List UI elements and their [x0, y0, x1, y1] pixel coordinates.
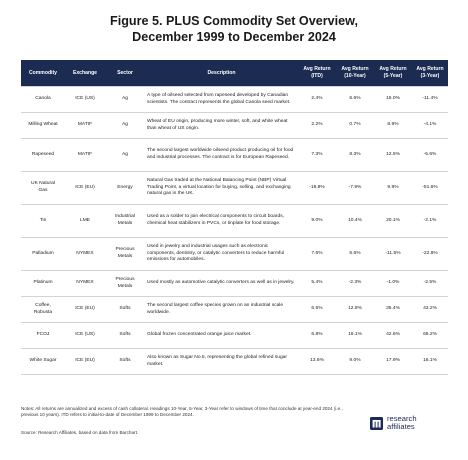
cell-description: Also known as Sugar No.5, representing the global refined sugar market.	[145, 349, 298, 375]
cell-avg-return-3y: -5.6%	[412, 139, 448, 172]
header-commodity: Commodity	[21, 60, 65, 87]
cell-exchange: ICE (EU)	[65, 349, 105, 375]
cell-commodity-line: Rapeseed	[31, 151, 55, 157]
header-avg-return-5y	[374, 60, 412, 87]
cell-avg-return-5y: 42.6%	[374, 323, 412, 349]
cell-sector-line: Ag	[122, 122, 128, 128]
cell-commodity	[21, 349, 65, 375]
cell-avg-return-3y: -2.5%	[412, 271, 448, 297]
table-body	[21, 87, 448, 375]
header-3y-line1: Avg Return	[416, 66, 444, 72]
cell-avg-return-itd: -18.8%	[298, 172, 336, 205]
cell-avg-return-3y: -2.1%	[412, 205, 448, 238]
cell-avg-return-3y: 16.1%	[412, 349, 448, 375]
logo-text-line2: affiliates	[387, 422, 415, 432]
cell-sector	[105, 238, 145, 271]
figure-title	[0, 13, 468, 45]
table-row	[21, 113, 448, 139]
cell-avg-return-10y: 8.3%	[336, 139, 374, 172]
cell-commodity	[21, 139, 65, 172]
header-itd-line2: (ITD)	[311, 73, 323, 79]
header-avg-return-10y	[336, 60, 374, 87]
cell-avg-return-itd: 13.6%	[298, 349, 336, 375]
cell-avg-return-10y: -2.3%	[336, 271, 374, 297]
cell-sector-line: Ag	[122, 151, 128, 157]
cell-avg-return-itd: 2.2%	[298, 113, 336, 139]
cell-commodity	[21, 172, 65, 205]
header-avg-return-3y	[412, 60, 448, 87]
cell-commodity-line: White Sugar	[29, 358, 57, 364]
cell-sector-line: Metals	[117, 283, 133, 289]
cell-exchange: ICE (EU)	[65, 297, 105, 323]
cell-description: Used in jewelry and industrial usages such as electronic components, dentistry, or catalytic converters to reduce harmful emissions for automobiles.	[145, 238, 298, 271]
cell-avg-return-5y: 35.4%	[374, 297, 412, 323]
cell-exchange: MATIF	[65, 139, 105, 172]
cell-avg-return-itd: 6.5%	[298, 297, 336, 323]
table-row	[21, 349, 448, 375]
cell-commodity-line: Canola	[35, 96, 51, 102]
table-row	[21, 87, 448, 113]
cell-avg-return-itd: 6.8%	[298, 323, 336, 349]
cell-sector-line: Metals	[117, 221, 133, 226]
table-row	[21, 297, 448, 323]
figure-title-line1: Figure 5. PLUS Commodity Set Overview,	[110, 14, 358, 28]
research-affiliates-logo	[370, 414, 450, 436]
cell-avg-return-5y: -11.5%	[374, 238, 412, 271]
cell-exchange: NYMEX	[65, 271, 105, 297]
cell-avg-return-3y: -51.6%	[412, 172, 448, 205]
cell-commodity	[21, 113, 65, 139]
cell-commodity-line: Robusta	[33, 309, 53, 315]
cell-sector-line: Ag	[122, 96, 128, 102]
cell-exchange: MATIF	[65, 113, 105, 139]
table-row	[21, 323, 448, 349]
cell-avg-return-10y: 19.1%	[336, 323, 374, 349]
header-exchange: Exchange	[65, 60, 105, 87]
cell-avg-return-10y: 10.4%	[336, 205, 374, 238]
cell-commodity-line: Gas	[38, 188, 48, 193]
cell-sector	[105, 205, 145, 238]
cell-avg-return-itd: 9.0%	[298, 205, 336, 238]
cell-avg-return-10y: -7.9%	[336, 172, 374, 205]
cell-avg-return-5y: 8.9%	[374, 113, 412, 139]
cell-commodity-line: Milling Wheat	[28, 122, 58, 128]
cell-commodity	[21, 87, 65, 113]
cell-sector-line: Softs	[119, 358, 131, 364]
cell-sector	[105, 113, 145, 139]
table-row	[21, 238, 448, 271]
table-row	[21, 139, 448, 172]
cell-sector	[105, 297, 145, 323]
cell-commodity-line: FCOJ	[36, 332, 50, 338]
cell-description: Global frozen concentrated orange juice market.	[145, 323, 298, 349]
header-sector: Sector	[105, 60, 145, 87]
header-5y-line1: Avg Return	[379, 66, 407, 72]
cell-sector	[105, 323, 145, 349]
cell-avg-return-10y: 5.6%	[336, 238, 374, 271]
cell-avg-return-5y: 9.9%	[374, 172, 412, 205]
cell-sector-line: Precious	[115, 276, 135, 282]
table-notes: Notes: All returns are annualized and excess of cash collateral. Headings 10-Year, 5-Year, 3-Year refer to windows of time that conclude at year-end 2024 (i.e., previous 10 years). ITD refers to initial-to-date of December 1999 to December 2024.	[21, 406, 343, 418]
cell-commodity	[21, 297, 65, 323]
cell-avg-return-3y: -11.4%	[412, 87, 448, 113]
cell-description: Used as a solder to join electrical components to circuit boards, chemical heat stabilizers in PVCs, or tinplate for food storage.	[145, 205, 298, 238]
cell-description: The second largest worldwide oilseed product producing oil for food and industrial processes. The contract is for European Rapeseed.	[145, 139, 298, 172]
header-5y-line2: (5-Year)	[383, 73, 403, 79]
cell-commodity	[21, 271, 65, 297]
cell-avg-return-itd: 5.4%	[298, 271, 336, 297]
cell-avg-return-5y: 15.0%	[374, 87, 412, 113]
header-itd-line1: Avg Return	[303, 66, 331, 72]
cell-description: Used mostly as automotive catalytic converters as well as in jewelry.	[145, 271, 298, 297]
cell-commodity-line: Coffee,	[35, 302, 51, 308]
table-row	[21, 205, 448, 238]
cell-sector	[105, 87, 145, 113]
header-10y-line1: Avg Return	[341, 66, 369, 72]
cell-description: Natural Gas traded at the National Balancing Point (NBP) Virtual Trading Point, a virtual location for buying, selling, and exchanging natural gas in the UK.	[145, 172, 298, 205]
cell-avg-return-10y: 0.7%	[336, 113, 374, 139]
logo-wordmark	[387, 415, 417, 432]
cell-avg-return-3y: 43.2%	[412, 297, 448, 323]
cell-commodity-line: UK Natural	[31, 181, 55, 187]
cell-sector-line: Energy	[117, 184, 133, 190]
table-row	[21, 271, 448, 297]
logo-text-line1: research	[387, 414, 417, 423]
table-header-row	[21, 60, 448, 87]
cell-avg-return-5y: -1.0%	[374, 271, 412, 297]
cell-commodity-line: Tin	[39, 217, 47, 223]
header-3y-line2: (3-Year)	[420, 73, 440, 79]
cell-sector-line: Softs	[119, 332, 131, 338]
cell-exchange: ICE (EU)	[65, 172, 105, 205]
cell-exchange: ICE (US)	[65, 323, 105, 349]
commodity-table	[21, 60, 448, 375]
cell-avg-return-5y: 17.9%	[374, 349, 412, 375]
cell-description: The second largest coffee species grown on an industrial scale worldwide.	[145, 297, 298, 323]
cell-sector	[105, 139, 145, 172]
research-affiliates-logo-icon	[370, 417, 383, 430]
header-10y-line2: (10-Year)	[344, 73, 366, 79]
cell-avg-return-itd: 7.6%	[298, 238, 336, 271]
cell-commodity	[21, 238, 65, 271]
cell-description: Wheat of EU origin, producing more winter, soft, and white wheat than wheat of US origin.	[145, 113, 298, 139]
header-description: Description	[145, 60, 298, 87]
cell-avg-return-3y: -4.1%	[412, 113, 448, 139]
cell-commodity-line: Palladium	[32, 250, 54, 256]
cell-sector	[105, 349, 145, 375]
table-source: Source: Research Affiliates, based on data from Barchart.	[21, 430, 139, 435]
cell-avg-return-10y: 6.6%	[336, 87, 374, 113]
cell-avg-return-itd: 2.4%	[298, 87, 336, 113]
cell-description: A type of oilseed selected from rapeseed developed by Canadian scientists. The contract represents the global Canola seed market.	[145, 87, 298, 113]
figure-title-line2: December 1999 to December 2024	[132, 30, 336, 44]
cell-sector	[105, 172, 145, 205]
cell-commodity	[21, 323, 65, 349]
cell-sector-line: Softs	[119, 306, 131, 312]
cell-sector	[105, 271, 145, 297]
cell-avg-return-10y: 12.8%	[336, 297, 374, 323]
cell-sector-line: Metals	[117, 254, 133, 259]
cell-avg-return-itd: 7.3%	[298, 139, 336, 172]
cell-avg-return-5y: 20.1%	[374, 205, 412, 238]
cell-commodity-line: Platinum	[33, 280, 53, 286]
cell-exchange: ICE (US)	[65, 87, 105, 113]
cell-avg-return-3y: 65.2%	[412, 323, 448, 349]
cell-commodity	[21, 205, 65, 238]
cell-avg-return-10y: 9.0%	[336, 349, 374, 375]
cell-exchange: NYMEX	[65, 238, 105, 271]
cell-sector-line: Precious	[115, 247, 135, 253]
header-avg-return-itd	[298, 60, 336, 87]
cell-avg-return-5y: 12.5%	[374, 139, 412, 172]
table-row	[21, 172, 448, 205]
cell-sector-line: Industrial	[115, 214, 135, 220]
cell-avg-return-3y: -22.8%	[412, 238, 448, 271]
cell-exchange: LME	[65, 205, 105, 238]
